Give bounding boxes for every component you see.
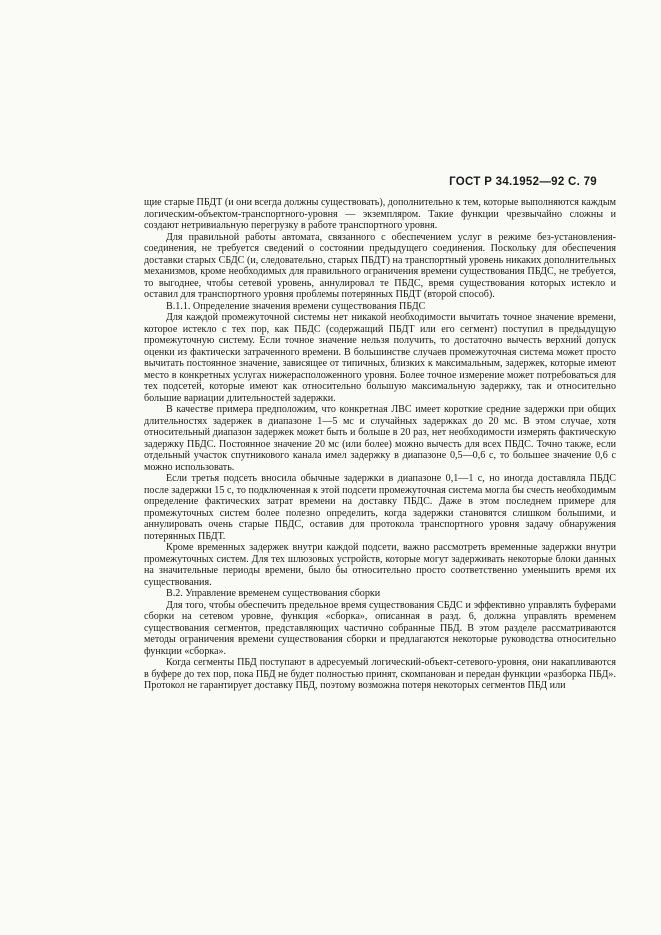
paragraph: Кроме временных задержек внутри каждой подсети, важно рассмотреть временные задержки внутри промежуточных систем. Для тех шлюзовых устройств, которые могут задерживать некоторые блоки данных на значительные периоды времени, было бы относительно просто соответственно уменьшить время их существования.	[144, 542, 616, 588]
paragraph: В качестве примера предположим, что конкретная ЛВС имеет короткие средние задержки при общих длительностях задержек в диапазоне 1—5 мс и случайных задержках до 20 мс. В этом случае, хотя относительный диапазон задержек может быть и больше в 20 раз, нет необходимости измерять фактическую задержку ПБДС. Постоянное значение 20 мс (или более) можно вычесть для всех ПБДС. Точно также, если отдельный участок спутникового канала имел задержку в диапазоне 0,5—0,6 с, то большее значение 0,6 с можно использовать.	[144, 404, 616, 473]
section-heading: В.1.1. Определение значения времени существования ПБДС	[166, 300, 426, 312]
paragraph: Для того, чтобы обеспечить предельное время существования СБДС и эффективно управлять буферами сборки на сетевом уровне, функция «сборка», описанная в разд. 6, должна управлять временем существования сегментов, представляющих частично собранные ПБД. В этом разделе рассматриваются методы ограничения времени существования сборки и предлагаются некоторые руководства относительно функции «сборка».	[144, 599, 616, 657]
page-header: ГОСТ Р 34.1952—92 С. 79	[449, 176, 597, 188]
section-heading: В.2. Управление временем существования сборки	[166, 588, 381, 599]
paragraph: Для правильной работы автомата, связанного с обеспечением услуг в режиме без-установления-соединения, не требуется сведений о состоянии предыдущего соединения. Поскольку для обеспечения доставки старых СБДС (и, следовательно, старых ПБДТ) на транспортный уровень никаких дополнительных механизмов, кроме необходимых для правильного ограничения времени существования ПБДС, не требуется, то выгоднее, чтобы сетевой уровень, аннулировал те ПБДС, время существования которых истекло и оставил для транспортного уровня проблемы потерянных ПБДТ (второй способ).	[144, 231, 616, 300]
body-text	[144, 197, 616, 692]
paragraph: Если третья подсеть вносила обычные задержки в диапазоне 0,1—1 с, но иногда доставляла ПБДС после задержки 15 с, то подключенная к этой подсети промежуточная система могла бы счесть необходимым определение фактических затрат времени на доставку ПБДС. Даже в этом последнем примере для промежуточных систем более полезно определить, когда задержки становятся слишком большими, и аннулировать очень старые ПБДС, оставив для протокола транспортного уровня задачу обнаружения потерянных ПБДТ.	[144, 473, 616, 542]
paragraph: щие старые ПБДТ (и они всегда должны существовать), дополнительно к тем, которые выполняются каждым логическим-объектом-транспортного-уровня — экземпляром. Такие функции чрезвычайно сложны и создают нетривиальную перегрузку в работе транспортного уровня.	[144, 197, 616, 231]
paragraph: Когда сегменты ПБД поступают в адресуемый логический-объект-сетевого-уровня, они накапливаются в буфере до тех пор, пока ПБД не будет полностью принят, скомпанован и передан функции «разборка ПБД». Протокол не гарантирует доставку ПБД, поэтому возможна потеря некоторых сегментов ПБД или	[144, 657, 616, 691]
paragraph: Для каждой промежуточной системы нет никакой необходимости вычитать точное значение времени, которое истекло с тех пор, как ПБДС (содержащий ПБДТ или его сегмент) поступил в предыдущую промежуточную систему. Если точное значение нельзя получить, то достаточно вычесть верхний допуск оценки из фактически затраченного времени. В большинстве случаев промежуточная система может просто вычитать постоянное значение, зависящее от типичных, близких к максимальным, задержек, которые имеют место в конкретных услугах нижерасположенного уровня. Более точное измерение может потребоваться для тех подсетей, которые имеют как относительно большую максимальную задержку, так и относительно большие вариации длительностей задержки.	[144, 312, 616, 404]
